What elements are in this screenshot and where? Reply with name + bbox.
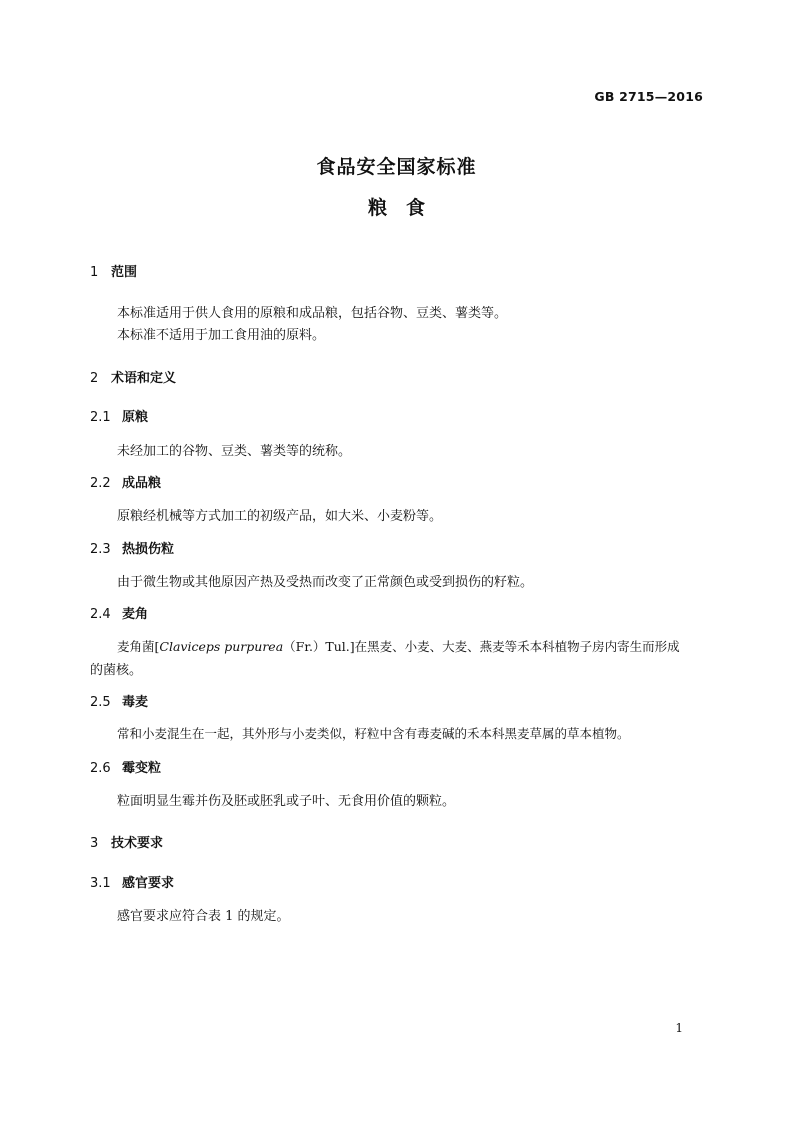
- section-title: 麦角: [122, 607, 149, 622]
- paragraph: 未经加工的谷物、豆类、薯类等的统称。: [117, 444, 352, 459]
- page-number: 1: [675, 1021, 683, 1035]
- section-number: 1: [90, 265, 99, 280]
- section-number: 2: [90, 371, 99, 386]
- section-heading-2-1: [90, 406, 148, 425]
- section-heading-2-5: [90, 691, 148, 710]
- text-run: （Fr.）Tul.]在黑麦、小麦、大麦、燕麦等禾本科植物子房内寄生而形成: [283, 639, 680, 654]
- paragraph: 由于微生物或其他原因产热及受热而改变了正常颜色或受到损伤的籽粒。: [117, 575, 534, 590]
- section-title: 感官要求: [122, 876, 175, 891]
- paragraph-continuation: 的菌核。: [90, 663, 143, 678]
- paragraph: [117, 637, 680, 655]
- paragraph: 感官要求应符合表 1 的规定。: [117, 909, 290, 924]
- species-name: Claviceps purpurea: [159, 639, 284, 654]
- section-title: 术语和定义: [111, 371, 177, 386]
- section-number: 2.1: [90, 410, 111, 425]
- section-title: 技术要求: [111, 836, 164, 851]
- standard-number: GB 2715—2016: [594, 89, 703, 104]
- paragraph: 常和小麦混生在一起，其外形与小麦类似，籽粒中含有毒麦碱的禾本科黑麦草属的草本植物。: [117, 726, 630, 741]
- section-number: 2.2: [90, 476, 111, 491]
- section-title: 热损伤粒: [122, 542, 175, 557]
- section-title: 范围: [111, 265, 138, 280]
- paragraph: 原粮经机械等方式加工的初级产品，如大米、小麦粉等。: [117, 509, 443, 524]
- paragraph: 粒面明显生霉并伤及胚或胚乳或子叶、无食用价值的颗粒。: [117, 794, 456, 809]
- section-heading-2-3: [90, 538, 174, 557]
- section-heading-3-1: [90, 872, 174, 891]
- document-subtitle: [0, 193, 793, 220]
- section-title: 毒麦: [122, 695, 149, 710]
- section-heading-1: [90, 261, 137, 280]
- section-title: 原粮: [122, 410, 149, 425]
- section-number: 2.6: [90, 761, 111, 776]
- section-number: 2.5: [90, 695, 111, 710]
- paragraph: 本标准适用于供人食用的原粮和成品粮，包括谷物、豆类、薯类等。: [117, 306, 508, 321]
- section-number: 3: [90, 836, 99, 851]
- section-heading-2: [90, 367, 176, 386]
- section-number: 2.3: [90, 542, 111, 557]
- subtitle-char-1: 粮: [367, 197, 387, 219]
- section-heading-2-6: [90, 757, 161, 776]
- document-title: 食品安全国家标准: [316, 156, 477, 178]
- paragraph: 本标准不适用于加工食用油的原料。: [117, 328, 326, 343]
- section-title: 霉变粒: [122, 761, 162, 776]
- section-number: 2.4: [90, 607, 111, 622]
- section-heading-3: [90, 832, 163, 851]
- section-heading-2-4: [90, 603, 148, 622]
- subtitle-char-2: 食: [406, 197, 426, 219]
- text-run: 麦角菌[: [117, 639, 160, 654]
- section-number: 3.1: [90, 876, 111, 891]
- section-title: 成品粮: [122, 476, 162, 491]
- section-heading-2-2: [90, 472, 161, 491]
